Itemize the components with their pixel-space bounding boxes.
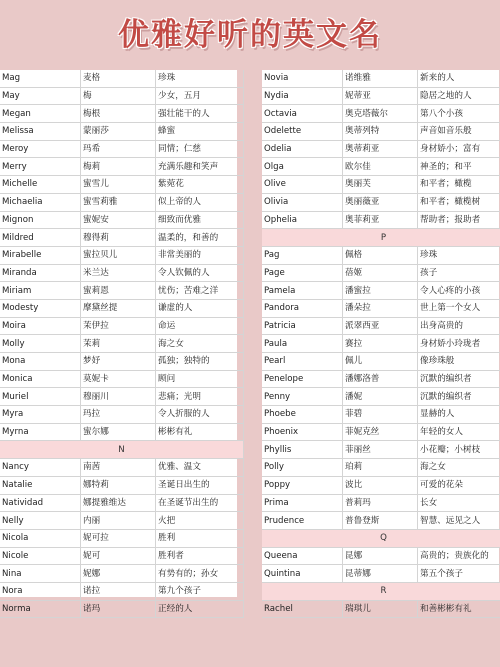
english-name: Melissa (0, 123, 81, 141)
name-meaning: 细致而优雅 (156, 211, 244, 229)
table-row (0, 459, 244, 477)
chinese-name: 奥丽芙 (343, 176, 418, 194)
chinese-name: 梅莉 (81, 158, 156, 176)
name-meaning: 孩子 (418, 264, 500, 282)
english-name: Nicola (0, 529, 81, 547)
name-meaning: 珍珠 (156, 70, 244, 87)
name-meaning: 智慧、远见之人 (418, 512, 500, 530)
english-name: Rachel (262, 600, 343, 618)
name-meaning: 谦虚的人 (156, 299, 244, 317)
table-row (0, 335, 244, 353)
name-meaning: 年轻的女人 (418, 423, 500, 441)
table-row (0, 211, 244, 229)
section-header (262, 229, 500, 247)
table-row (0, 565, 244, 583)
name-meaning: 隐居之地的人 (418, 87, 500, 105)
english-name: Myrna (0, 423, 81, 441)
chinese-name: 蜜雪儿 (81, 176, 156, 194)
chinese-name: 瑞琪儿 (343, 600, 418, 618)
name-meaning: 和平者；橄榄树 (418, 193, 500, 211)
chinese-name: 欧尔佳 (343, 158, 418, 176)
name-table-left (0, 70, 237, 614)
table-row (262, 370, 500, 388)
name-meaning: 忧伤；苦难之洋 (156, 282, 244, 300)
chinese-name: 潘朵拉 (343, 299, 418, 317)
name-meaning: 令人心疼的小孩 (418, 282, 500, 300)
name-meaning: 顾问 (156, 370, 244, 388)
name-meaning: 显赫的人 (418, 406, 500, 424)
chinese-name: 穆得莉 (81, 229, 156, 247)
name-meaning: 少女，五月 (156, 87, 244, 105)
english-name: Queena (262, 547, 343, 565)
chinese-name: 诺维雅 (343, 70, 418, 87)
english-name: Penelope (262, 370, 343, 388)
english-name: Odelette (262, 123, 343, 141)
table-row (262, 512, 500, 530)
chinese-name: 穆丽川 (81, 388, 156, 406)
table-row (262, 388, 500, 406)
table-row (262, 317, 500, 335)
table-row (0, 529, 244, 547)
table-row (0, 123, 244, 141)
chinese-name: 诺玛 (81, 600, 156, 618)
table-row (0, 494, 244, 512)
section-letter: P (262, 229, 500, 247)
english-name: Olive (262, 176, 343, 194)
name-meaning: 沉默的编织者 (418, 370, 500, 388)
name-meaning: 圣诞日出生的 (156, 476, 244, 494)
chinese-name: 奥克塔薇尔 (343, 105, 418, 123)
name-meaning: 珍珠 (418, 246, 500, 264)
english-name: Patricia (262, 317, 343, 335)
english-name: Polly (262, 459, 343, 477)
chinese-name: 玛拉 (81, 406, 156, 424)
table-row (262, 353, 500, 371)
name-meaning: 海之女 (418, 459, 500, 477)
table-row (0, 406, 244, 424)
chinese-name: 妮娜 (81, 565, 156, 583)
table-row (262, 299, 500, 317)
chinese-name: 娜提雅维达 (81, 494, 156, 512)
chinese-name: 佩格 (343, 246, 418, 264)
chinese-name: 茉莉 (81, 335, 156, 353)
table-row (0, 353, 244, 371)
english-name: Phyllis (262, 441, 343, 459)
table-row (262, 246, 500, 264)
name-meaning: 火把 (156, 512, 244, 530)
table-row (0, 105, 244, 123)
english-name: Paula (262, 335, 343, 353)
english-name: Natividad (0, 494, 81, 512)
chinese-name: 菲妮克丝 (343, 423, 418, 441)
english-name: Norma (0, 600, 81, 618)
english-name: Miriam (0, 282, 81, 300)
table-row (262, 70, 500, 87)
english-name: Mag (0, 70, 81, 87)
table-row (262, 335, 500, 353)
chinese-name: 奥丽薇亚 (343, 193, 418, 211)
section-header (262, 582, 500, 600)
table-row (262, 193, 500, 211)
chinese-name: 米兰达 (81, 264, 156, 282)
name-meaning: 世上第一个女人 (418, 299, 500, 317)
chinese-name: 梅根 (81, 105, 156, 123)
chinese-name: 派翠西亚 (343, 317, 418, 335)
table-row (0, 140, 244, 158)
chinese-name: 菲碧 (343, 406, 418, 424)
table-row (262, 423, 500, 441)
chinese-name: 奥菲莉亚 (343, 211, 418, 229)
english-name: Michaelia (0, 193, 81, 211)
table-row (0, 370, 244, 388)
english-name: Nancy (0, 459, 81, 477)
table-row (262, 176, 500, 194)
chinese-name: 蜜拉贝儿 (81, 246, 156, 264)
name-meaning: 充满乐趣和笑声 (156, 158, 244, 176)
chinese-name: 蜜尔娜 (81, 423, 156, 441)
name-meaning: 沉默的编织者 (418, 388, 500, 406)
name-meaning: 强壮能干的人 (156, 105, 244, 123)
english-name: Myra (0, 406, 81, 424)
english-name: Michelle (0, 176, 81, 194)
name-meaning: 第五个孩子 (418, 565, 500, 583)
name-meaning: 令人折服的人 (156, 406, 244, 424)
english-name: Novia (262, 70, 343, 87)
table-row (0, 582, 244, 600)
english-name: Nora (0, 582, 81, 600)
chinese-name: 南茜 (81, 459, 156, 477)
english-name: Phoenix (262, 423, 343, 441)
name-meaning: 彬彬有礼 (156, 423, 244, 441)
chinese-name: 潘妮 (343, 388, 418, 406)
english-name: Merry (0, 158, 81, 176)
chinese-name: 佩儿 (343, 353, 418, 371)
english-name: Mignon (0, 211, 81, 229)
english-name: Pearl (262, 353, 343, 371)
english-name: Penny (262, 388, 343, 406)
chinese-name: 蜜妮安 (81, 211, 156, 229)
chinese-name: 潘娜洛普 (343, 370, 418, 388)
name-meaning: 蜂蜜 (156, 123, 244, 141)
english-name: Mildred (0, 229, 81, 247)
name-meaning: 同情；仁慈 (156, 140, 244, 158)
table-row (262, 494, 500, 512)
english-name: Olivia (262, 193, 343, 211)
english-name: Monica (0, 370, 81, 388)
name-meaning: 出身高贵的 (418, 317, 500, 335)
english-name: Miranda (0, 264, 81, 282)
table-row (0, 512, 244, 530)
name-meaning: 帮助者；报助者 (418, 211, 500, 229)
chinese-name: 昆娜 (343, 547, 418, 565)
table-row (0, 193, 244, 211)
table-row (262, 87, 500, 105)
english-name: Pamela (262, 282, 343, 300)
table-row (262, 282, 500, 300)
english-name: Ophelia (262, 211, 343, 229)
chinese-name: 珀莉 (343, 459, 418, 477)
table-row (262, 105, 500, 123)
chinese-name: 潘蜜拉 (343, 282, 418, 300)
english-name: Natalie (0, 476, 81, 494)
name-meaning: 似上帝的人 (156, 193, 244, 211)
chinese-name: 茉伊拉 (81, 317, 156, 335)
name-meaning: 海之女 (156, 335, 244, 353)
name-meaning: 第九个孩子 (156, 582, 244, 600)
english-name: Molly (0, 335, 81, 353)
chinese-name: 梅 (81, 87, 156, 105)
name-meaning: 像珍珠般 (418, 353, 500, 371)
chinese-name: 波比 (343, 476, 418, 494)
english-name: Quintina (262, 565, 343, 583)
english-name: Phoebe (262, 406, 343, 424)
name-meaning: 胜利者 (156, 547, 244, 565)
table-row (0, 70, 244, 87)
section-header (262, 529, 500, 547)
name-meaning: 可爱的花朵 (418, 476, 500, 494)
english-name: Prudence (262, 512, 343, 530)
chinese-name: 内丽 (81, 512, 156, 530)
english-name: Muriel (0, 388, 81, 406)
chinese-name: 蜜雪莉雅 (81, 193, 156, 211)
chinese-name: 奥蒂莉亚 (343, 140, 418, 158)
name-meaning: 温柔的，和善的 (156, 229, 244, 247)
name-meaning: 声音如音乐般 (418, 123, 500, 141)
chinese-name: 娜特莉 (81, 476, 156, 494)
name-meaning: 正经的人 (156, 600, 244, 618)
table-row (262, 211, 500, 229)
table-row (262, 158, 500, 176)
chinese-name: 妮蒂亚 (343, 87, 418, 105)
chinese-name: 妮可拉 (81, 529, 156, 547)
table-row (0, 246, 244, 264)
english-name: Octavia (262, 105, 343, 123)
table-row (262, 264, 500, 282)
chinese-name: 普莉玛 (343, 494, 418, 512)
right-table-body (262, 70, 500, 618)
chinese-name: 蓓姬 (343, 264, 418, 282)
table-row (262, 441, 500, 459)
english-name: Nydia (262, 87, 343, 105)
english-name: Moira (0, 317, 81, 335)
table-row (0, 600, 244, 618)
english-name: Megan (0, 105, 81, 123)
chinese-name: 玛希 (81, 140, 156, 158)
table-row (0, 317, 244, 335)
name-meaning: 紫菀花 (156, 176, 244, 194)
left-table-body (0, 70, 244, 618)
table-row (0, 176, 244, 194)
chinese-name: 蒙丽莎 (81, 123, 156, 141)
table-row (262, 140, 500, 158)
page-title: 优雅好听的英文名 (118, 17, 382, 53)
name-meaning: 优雅、温文 (156, 459, 244, 477)
english-name: Meroy (0, 140, 81, 158)
name-meaning: 身材娇小；富有 (418, 140, 500, 158)
table-row (0, 158, 244, 176)
table-row (0, 476, 244, 494)
english-name: Modesty (0, 299, 81, 317)
table-row (262, 547, 500, 565)
english-name: Olga (262, 158, 343, 176)
name-table-right (262, 70, 499, 614)
name-meaning: 命运 (156, 317, 244, 335)
name-meaning: 小花瓣；小树枝 (418, 441, 500, 459)
table-row (0, 423, 244, 441)
chinese-name: 麦格 (81, 70, 156, 87)
section-letter: Q (262, 529, 500, 547)
name-meaning: 胜利 (156, 529, 244, 547)
name-meaning: 非常美丽的 (156, 246, 244, 264)
name-meaning: 高贵的；贵族化的 (418, 547, 500, 565)
table-row (262, 600, 500, 618)
chinese-name: 普鲁登斯 (343, 512, 418, 530)
english-name: Pandora (262, 299, 343, 317)
name-meaning: 在圣诞节出生的 (156, 494, 244, 512)
english-name: Mona (0, 353, 81, 371)
name-meaning: 身材娇小玲珑者 (418, 335, 500, 353)
chinese-name: 昆蒂娜 (343, 565, 418, 583)
english-name: Mirabelle (0, 246, 81, 264)
english-name: Poppy (262, 476, 343, 494)
table-row (262, 123, 500, 141)
table-row (262, 459, 500, 477)
name-meaning: 和善彬彬有礼 (418, 600, 500, 618)
chinese-name: 菲丽丝 (343, 441, 418, 459)
name-meaning: 新来的人 (418, 70, 500, 87)
english-name: Pag (262, 246, 343, 264)
table-row (0, 299, 244, 317)
section-letter: N (0, 441, 244, 459)
name-meaning: 孤独；独特的 (156, 353, 244, 371)
name-meaning: 和平者；橄榄 (418, 176, 500, 194)
chinese-name: 莫妮卡 (81, 370, 156, 388)
table-row (0, 87, 244, 105)
name-meaning: 第八个小孩 (418, 105, 500, 123)
table-row (262, 565, 500, 583)
name-meaning: 有势有的；孙女 (156, 565, 244, 583)
name-meaning: 令人钦佩的人 (156, 264, 244, 282)
table-row (0, 282, 244, 300)
english-name: Nelly (0, 512, 81, 530)
name-meaning: 神圣的；和平 (418, 158, 500, 176)
chinese-name: 梦妤 (81, 353, 156, 371)
section-header (0, 441, 244, 459)
english-name: Nina (0, 565, 81, 583)
english-name: Odelia (262, 140, 343, 158)
chinese-name: 诺拉 (81, 582, 156, 600)
english-name: Prima (262, 494, 343, 512)
table-row (262, 406, 500, 424)
chinese-name: 蜜莉恩 (81, 282, 156, 300)
chinese-name: 摩黛丝提 (81, 299, 156, 317)
section-letter: R (262, 582, 500, 600)
chinese-name: 赛拉 (343, 335, 418, 353)
table-row (0, 388, 244, 406)
chinese-name: 妮可 (81, 547, 156, 565)
table-row (0, 229, 244, 247)
english-name: May (0, 87, 81, 105)
table-row (0, 547, 244, 565)
name-meaning: 悲痛；光明 (156, 388, 244, 406)
english-name: Page (262, 264, 343, 282)
name-meaning: 长女 (418, 494, 500, 512)
english-name: Nicole (0, 547, 81, 565)
table-row (262, 476, 500, 494)
table-row (0, 264, 244, 282)
chinese-name: 奥蒂列特 (343, 123, 418, 141)
